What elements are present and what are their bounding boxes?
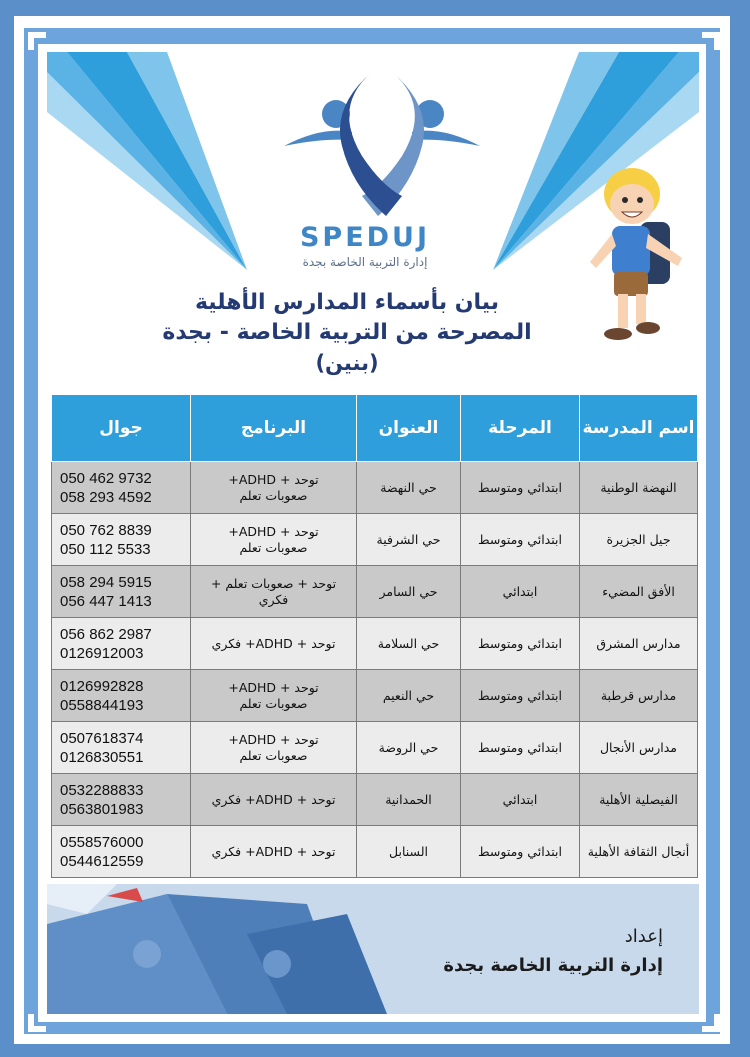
cell-address: حي الروضة xyxy=(357,722,461,774)
cell-stage: ابتدائي xyxy=(461,566,580,618)
page-title xyxy=(137,288,557,378)
cell-program xyxy=(191,826,357,878)
phone-1: 0126992828 xyxy=(60,677,144,695)
program-line-2: صعوبات تعلم xyxy=(239,747,308,763)
cell-phone xyxy=(52,566,191,618)
prepared-by-block xyxy=(443,926,663,976)
cell-phone xyxy=(52,618,191,670)
cell-school: مدارس قرطبة xyxy=(580,670,698,722)
cell-program xyxy=(191,618,357,670)
schools-table xyxy=(51,394,697,878)
cell-address: حي النعيم xyxy=(357,670,461,722)
cell-stage: ابتدائي ومتوسط xyxy=(461,826,580,878)
program-line-1: توحد + ADHD+ xyxy=(228,471,319,487)
table-row xyxy=(52,618,698,670)
phone-1: 0558576000 xyxy=(60,833,144,851)
cell-stage: ابتدائي xyxy=(461,774,580,826)
program-line-1: توحد + ADHD+ xyxy=(228,679,319,695)
phone-1: 056 862 2987 xyxy=(60,625,152,643)
program-line-1: توحد + ADHD+ فكري xyxy=(211,843,336,859)
program-line-2: صعوبات تعلم xyxy=(239,695,308,711)
speduj-logo-icon xyxy=(282,66,482,226)
table-row xyxy=(52,670,698,722)
phone-2: 056 447 1413 xyxy=(60,592,152,610)
phone-2: 0563801983 xyxy=(60,800,144,818)
cell-address: حي النهضة xyxy=(357,462,461,514)
program-line-1: توحد + ADHD+ فكري xyxy=(211,791,336,807)
title-line-2: المصرحة من التربية الخاصة - بجدة xyxy=(162,320,532,345)
table-header-row xyxy=(52,395,698,462)
cell-stage: ابتدائي ومتوسط xyxy=(461,670,580,722)
table-row xyxy=(52,722,698,774)
cell-school: أنجال الثقافة الأهلية xyxy=(580,826,698,878)
table-row xyxy=(52,774,698,826)
cell-program xyxy=(191,670,357,722)
cell-stage: ابتدائي ومتوسط xyxy=(461,722,580,774)
cell-program xyxy=(191,774,357,826)
phone-1: 0507618374 xyxy=(60,729,144,747)
program-line-1: توحد + ADHD+ فكري xyxy=(211,635,336,651)
phone-1: 0532288833 xyxy=(60,781,144,799)
table-row xyxy=(52,514,698,566)
cell-school: الأفق المضيء xyxy=(580,566,698,618)
phone-2: 0126830551 xyxy=(60,748,144,766)
program-line-2: صعوبات تعلم xyxy=(239,539,308,555)
cell-program xyxy=(191,566,357,618)
cell-address: الحمدانية xyxy=(357,774,461,826)
cell-phone xyxy=(52,722,191,774)
cell-address: حي الشرفية xyxy=(357,514,461,566)
program-line-2: فكري xyxy=(258,591,289,607)
cell-program xyxy=(191,462,357,514)
cell-school: الفيصلية الأهلية xyxy=(580,774,698,826)
program-line-1: توحد + صعوبات تعلم + xyxy=(210,575,337,591)
cell-school: مدارس الأنجال xyxy=(580,722,698,774)
phone-2: 0544612559 xyxy=(60,852,144,870)
phone-2: 050 112 5533 xyxy=(60,540,151,558)
prepared-label: إعداد xyxy=(624,926,663,947)
phone-2: 0126912003 xyxy=(60,644,144,662)
cell-address: حي السلامة xyxy=(357,618,461,670)
title-line-3: (بنين) xyxy=(315,351,379,375)
phone-2: 0558844193 xyxy=(60,696,144,714)
table-row xyxy=(52,566,698,618)
header-school-name: اسم المدرسة xyxy=(580,395,698,462)
logo-subtitle: إدارة التربية الخاصة بجدة xyxy=(302,255,428,269)
table-row xyxy=(52,826,698,878)
cell-school: مدارس المشرق xyxy=(580,618,698,670)
cell-stage: ابتدائي ومتوسط xyxy=(461,514,580,566)
phone-1: 050 462 9732 xyxy=(60,469,152,487)
phone-1: 050 762 8839 xyxy=(60,521,152,539)
program-line-1: توحد + ADHD+ xyxy=(228,523,319,539)
cell-phone xyxy=(52,514,191,566)
schoolboy-illustration-icon xyxy=(582,162,692,362)
program-line-2: صعوبات تعلم xyxy=(239,487,308,503)
cell-program xyxy=(191,722,357,774)
header-mobile: جوال xyxy=(52,395,191,462)
cell-phone xyxy=(52,670,191,722)
cell-phone xyxy=(52,774,191,826)
header-program: البرنامج xyxy=(191,395,357,462)
cell-stage: ابتدائي ومتوسط xyxy=(461,462,580,514)
title-line-1: بيان بأسماء المدارس الأهلية xyxy=(194,290,500,315)
table-row xyxy=(52,462,698,514)
prepared-by-department: إدارة التربية الخاصة بجدة xyxy=(443,955,663,976)
cell-phone xyxy=(52,826,191,878)
header-address: العنوان xyxy=(357,395,461,462)
cell-school: النهضة الوطنية xyxy=(580,462,698,514)
poster xyxy=(47,52,699,1014)
phone-2: 058 293 4592 xyxy=(60,488,152,506)
cell-address: حي السامر xyxy=(357,566,461,618)
cell-phone xyxy=(52,462,191,514)
cell-program xyxy=(191,514,357,566)
cell-school: جيل الجزيرة xyxy=(580,514,698,566)
phone-1: 058 294 5915 xyxy=(60,573,152,591)
program-line-1: توحد + ADHD+ xyxy=(228,731,319,747)
logo-wordmark: SPEDUJ xyxy=(299,222,431,253)
header-stage: المرحلة xyxy=(461,395,580,462)
cell-address: السنابل xyxy=(357,826,461,878)
cell-stage: ابتدائي ومتوسط xyxy=(461,618,580,670)
